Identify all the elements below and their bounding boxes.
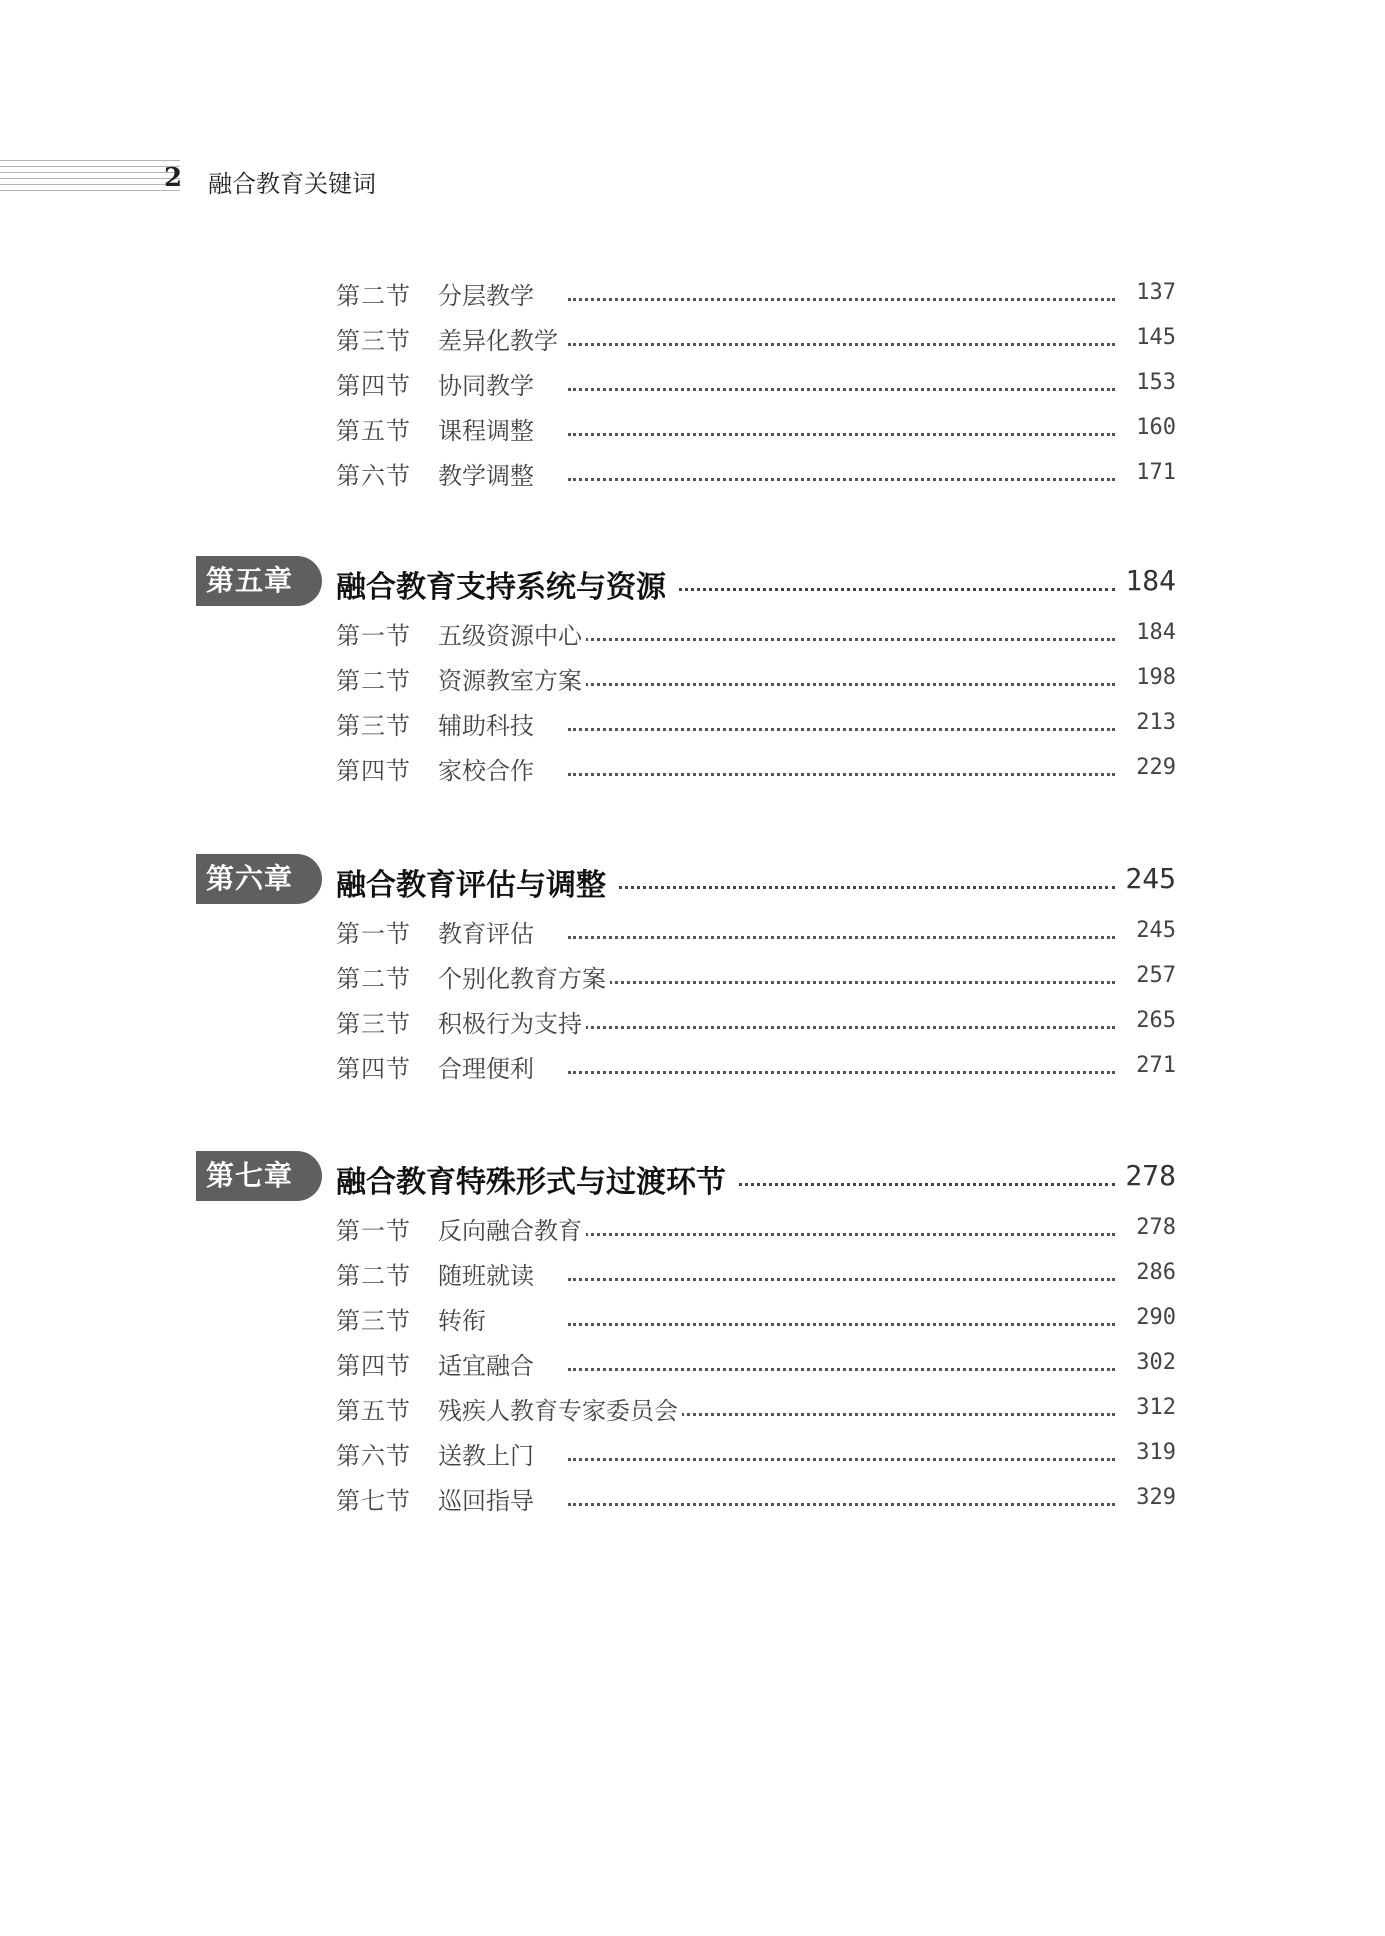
section-page: 286 (1132, 1260, 1176, 1285)
dot-leader (568, 1278, 1115, 1281)
toc-entry[interactable] (0, 313, 1385, 358)
toc-entry[interactable] (0, 743, 1385, 788)
chapter-7 (0, 1147, 1385, 1518)
dot-leader (568, 1026, 1115, 1029)
section-page: 184 (1132, 620, 1176, 645)
section-number: 第五节 (336, 417, 411, 445)
dot-leader (568, 1458, 1115, 1461)
toc-entry[interactable] (0, 268, 1385, 313)
section-number: 第一节 (336, 920, 411, 948)
dot-leader (568, 1323, 1115, 1326)
section-number: 第二节 (336, 667, 411, 695)
section-page: 278 (1132, 1215, 1176, 1240)
section-page: 145 (1132, 325, 1176, 350)
section-page: 312 (1132, 1395, 1176, 1420)
section-number: 第五节 (336, 1397, 411, 1425)
section-title: 残疾人教育专家委员会 (438, 1391, 682, 1426)
dot-leader (568, 683, 1115, 686)
section-title: 积极行为支持 (438, 1004, 586, 1039)
toc-entry[interactable] (0, 996, 1385, 1041)
section-page: 137 (1132, 280, 1176, 305)
dot-leader (568, 433, 1115, 436)
section-number: 第二节 (336, 1262, 411, 1290)
toc-entry[interactable] (0, 358, 1385, 403)
chapter-5 (0, 552, 1385, 788)
page-number: 2 (164, 163, 183, 193)
toc-entry[interactable] (0, 653, 1385, 698)
section-number: 第二节 (336, 965, 411, 993)
dot-leader (568, 638, 1115, 641)
toc-entry[interactable] (0, 448, 1385, 493)
section-number: 第三节 (336, 712, 411, 740)
toc-entry[interactable] (0, 1041, 1385, 1086)
section-page: 257 (1132, 963, 1176, 988)
section-page: 329 (1132, 1485, 1176, 1510)
dot-leader (568, 1071, 1115, 1074)
section-page: 213 (1132, 710, 1176, 735)
chapter-6 (0, 850, 1385, 1086)
chapter-4-continued (0, 268, 1385, 493)
section-title: 送教上门 (438, 1436, 538, 1471)
section-title: 反向融合教育 (438, 1211, 586, 1246)
section-number: 第三节 (336, 1010, 411, 1038)
chapter-page: 184 (1119, 564, 1176, 597)
dot-leader (568, 298, 1115, 301)
section-number: 第三节 (336, 327, 411, 355)
section-number: 第七节 (336, 1487, 411, 1515)
section-page: 265 (1132, 1008, 1176, 1033)
toc-entry[interactable] (0, 608, 1385, 653)
section-number: 第六节 (336, 462, 411, 490)
toc-entry[interactable] (0, 906, 1385, 951)
chapter-heading[interactable] (0, 1147, 1385, 1203)
toc-entry[interactable] (0, 1383, 1385, 1428)
book-title: 融合教育关键词 (208, 170, 376, 198)
section-page: 198 (1132, 665, 1176, 690)
section-page: 290 (1132, 1305, 1176, 1330)
section-number: 第四节 (336, 1352, 411, 1380)
section-title: 教育评估 (438, 914, 538, 949)
section-page: 153 (1132, 370, 1176, 395)
toc-entry[interactable] (0, 1203, 1385, 1248)
chapter-page: 278 (1119, 1159, 1176, 1192)
section-title: 协同教学 (438, 366, 538, 401)
section-page: 245 (1132, 918, 1176, 943)
section-title: 个别化教育方案 (438, 959, 610, 994)
section-page: 319 (1132, 1440, 1176, 1465)
dot-leader (568, 981, 1115, 984)
dot-leader (568, 1503, 1115, 1506)
chapter-badge: 第七章 (196, 1151, 322, 1201)
section-title: 辅助科技 (438, 706, 538, 741)
chapter-heading[interactable] (0, 552, 1385, 608)
toc-entry[interactable] (0, 698, 1385, 743)
section-title: 随班就读 (438, 1256, 538, 1291)
chapter-page: 245 (1119, 862, 1176, 895)
section-page: 171 (1132, 460, 1176, 485)
chapter-badge: 第五章 (196, 556, 322, 606)
section-title: 教学调整 (438, 456, 538, 491)
section-title: 巡回指导 (438, 1481, 538, 1516)
section-title: 资源教室方案 (438, 661, 586, 696)
toc-entry[interactable] (0, 1338, 1385, 1383)
section-title: 合理便利 (438, 1049, 538, 1084)
section-title: 差异化教学 (438, 321, 562, 356)
section-number: 第四节 (336, 757, 411, 785)
section-page: 160 (1132, 415, 1176, 440)
toc-entry[interactable] (0, 1473, 1385, 1518)
page-header (0, 160, 1385, 204)
dot-leader (568, 343, 1115, 346)
toc-entry[interactable] (0, 1248, 1385, 1293)
section-number: 第三节 (336, 1307, 411, 1335)
section-page: 302 (1132, 1350, 1176, 1375)
chapter-badge: 第六章 (196, 854, 322, 904)
dot-leader (568, 478, 1115, 481)
chapter-heading[interactable] (0, 850, 1385, 906)
dot-leader (568, 1233, 1115, 1236)
section-number: 第一节 (336, 622, 411, 650)
dot-leader (568, 388, 1115, 391)
dot-leader (568, 936, 1115, 939)
section-number: 第四节 (336, 372, 411, 400)
toc-entry[interactable] (0, 1293, 1385, 1338)
toc-entry[interactable] (0, 1428, 1385, 1473)
section-title: 适宜融合 (438, 1346, 538, 1381)
chapter-title: 融合教育评估与调整 (336, 860, 616, 904)
section-title: 家校合作 (438, 751, 538, 786)
chapter-title: 融合教育支持系统与资源 (336, 562, 676, 606)
section-title: 课程调整 (438, 411, 538, 446)
section-number: 第二节 (336, 282, 411, 310)
dot-leader (568, 728, 1115, 731)
section-number: 第六节 (336, 1442, 411, 1470)
chapter-title: 融合教育特殊形式与过渡环节 (336, 1157, 736, 1201)
toc-entry[interactable] (0, 403, 1385, 448)
section-title: 转衔 (438, 1301, 490, 1336)
section-title: 五级资源中心 (438, 616, 586, 651)
dot-leader (568, 1368, 1115, 1371)
section-page: 271 (1132, 1053, 1176, 1078)
dot-leader (568, 773, 1115, 776)
section-page: 229 (1132, 755, 1176, 780)
section-title: 分层教学 (438, 276, 538, 311)
section-number: 第四节 (336, 1055, 411, 1083)
header-rule-lines (0, 160, 183, 196)
section-number: 第一节 (336, 1217, 411, 1245)
toc-entry[interactable] (0, 951, 1385, 996)
